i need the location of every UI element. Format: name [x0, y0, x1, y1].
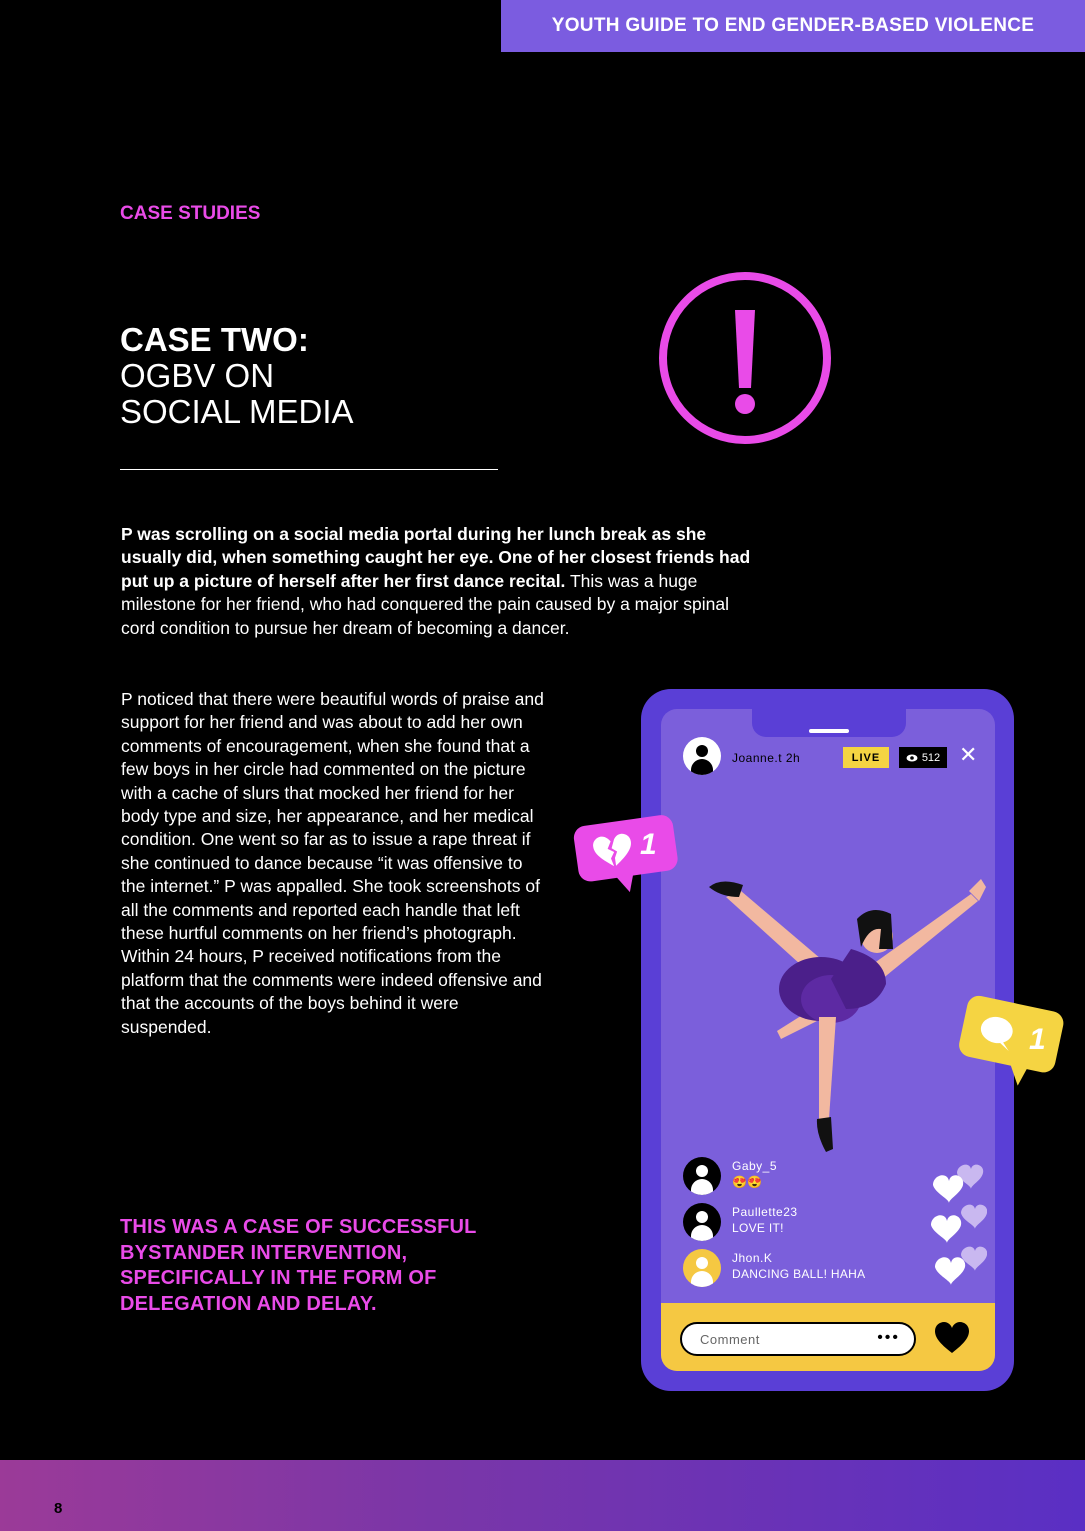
eye-icon: [906, 754, 918, 762]
dancer-illustration: [681, 849, 995, 1179]
avatar-icon: [683, 1157, 721, 1195]
case-title-bold: CASE TWO:: [120, 321, 309, 358]
phone-notch: [752, 709, 906, 737]
comment-bubble-icon: [955, 995, 1065, 1087]
title-divider: [120, 469, 498, 470]
avatar-icon: [683, 737, 721, 775]
page-number: 8: [54, 1500, 63, 1517]
avatar-icon: [683, 1249, 721, 1287]
case-title-line3: SOCIAL MEDIA: [120, 393, 354, 430]
comment-name: Jhon.K: [732, 1251, 773, 1265]
comment-name: Gaby_5: [732, 1159, 778, 1173]
heart-icon: [933, 1321, 971, 1355]
live-badge: LIVE: [843, 747, 889, 768]
broken-heart-count: 1: [640, 828, 657, 861]
comment-notification: [955, 995, 1065, 1092]
alert-icon: [657, 270, 833, 446]
comment-text: 😍😍: [732, 1175, 763, 1189]
stream-username: Joanne.t 2h: [732, 751, 801, 765]
phone-screen: [661, 709, 995, 1371]
comment-count: 1: [1029, 1023, 1046, 1056]
body-paragraph-1: [121, 523, 761, 640]
avatar-icon: [683, 1203, 721, 1241]
viewer-count-badge: [899, 747, 947, 768]
comment-text: LOVE IT!: [732, 1221, 784, 1235]
more-dots-icon: •••: [877, 1329, 900, 1346]
callout-text: THIS WAS A CASE OF SUCCESSFUL BYSTANDER INTERVENTION, SPECIFICALLY IN THE FORM OF DELEGATION AND DELAY.: [120, 1216, 477, 1315]
comment-name: Paullette23: [732, 1205, 798, 1219]
comment-text: DANCING BALL! HAHA: [732, 1267, 866, 1281]
body-paragraph-2: P noticed that there were beautiful words of praise and support for her friend and was about to add her own comments of encouragement, when she found that a few boys in her circle had commented on the picture with a cache of slurs that mocked her friend for her body type and size, her appearance, and her medical condition. One went so far as to issue a rape threat if she continued to dance because “it was offensive to the internet.” P was appalled. She took screenshots of all the comments and reported each handle that left these hurtful comments on her friend’s photograph. Within 24 hours, P received notifications from the platform that the comments were indeed offensive and that the accounts of the boys behind it were suspended.: [121, 689, 544, 1037]
section-label: CASE STUDIES: [120, 203, 261, 224]
close-icon: ✕: [959, 742, 978, 767]
comment-placeholder: Comment: [700, 1331, 760, 1347]
footer-bar: [0, 1460, 1085, 1531]
floating-hearts: [927, 1155, 987, 1303]
viewer-count: 512: [921, 751, 941, 764]
comment-bar: [661, 1303, 995, 1371]
case-title-line2: OGBV ON: [120, 357, 275, 394]
comment-input: [680, 1322, 916, 1356]
broken-heart-icon: [572, 810, 684, 894]
header-banner: YOUTH GUIDE TO END GENDER-BASED VIOLENCE: [501, 0, 1085, 52]
body-paragraph-1-rest: This was a huge milestone for her friend, who had conquered the pain caused by a major spinal cord condition to pursue her dream of becoming a dancer.: [121, 570, 730, 638]
body-paragraph-1-bold: P was scrolling on a social media portal during her lunch break as she usually did, when something caught her eye. One of her closest friends had put up a picture of herself after her first dance recital.: [121, 524, 751, 591]
broken-heart-notification: [572, 810, 684, 899]
case-title: [120, 322, 354, 430]
